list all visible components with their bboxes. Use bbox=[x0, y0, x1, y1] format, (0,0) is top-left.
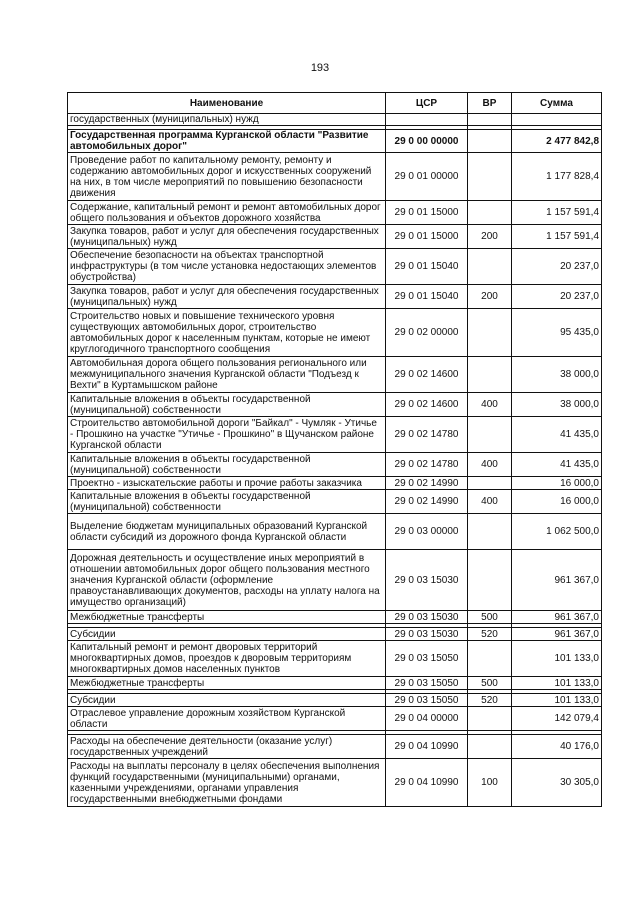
cell-vr: 520 bbox=[468, 694, 512, 707]
cell-vr: 500 bbox=[468, 611, 512, 624]
table-row bbox=[68, 130, 602, 153]
cell-name: Государственная программа Курганской области "Развитие автомобильных дорог" bbox=[68, 130, 386, 153]
table-row bbox=[68, 225, 602, 249]
header-name: Наименование bbox=[68, 93, 386, 114]
budget-table bbox=[67, 92, 602, 807]
cell-csr: 29 0 01 00000 bbox=[386, 153, 468, 201]
table-row bbox=[68, 114, 602, 126]
table-row bbox=[68, 417, 602, 453]
cell-csr: 29 0 03 15030 bbox=[386, 611, 468, 624]
cell-csr: 29 0 04 10990 bbox=[386, 759, 468, 807]
cell-vr bbox=[468, 309, 512, 357]
cell-sum: 961 367,0 bbox=[512, 611, 602, 624]
cell-name: Капитальные вложения в объекты государственной (муниципальной) собственности bbox=[68, 453, 386, 477]
cell-csr: 29 0 01 15040 bbox=[386, 249, 468, 285]
cell-csr: 29 0 03 15050 bbox=[386, 641, 468, 677]
table-header-row bbox=[68, 93, 602, 114]
table-row bbox=[68, 677, 602, 690]
cell-csr: 29 0 02 14780 bbox=[386, 417, 468, 453]
cell-name: Автомобильная дорога общего пользования регионального или межмуниципального значения Курганской области "Подъезд к Вехти" в Куртамышском районе bbox=[68, 357, 386, 393]
cell-name: Капитальный ремонт и ремонт дворовых территорий многоквартирных домов, проездов к дворовым территориям многоквартирных домов населенных пунктов bbox=[68, 641, 386, 677]
cell-sum: 1 177 828,4 bbox=[512, 153, 602, 201]
cell-vr: 500 bbox=[468, 677, 512, 690]
cell-sum: 961 367,0 bbox=[512, 628, 602, 641]
cell-vr: 520 bbox=[468, 628, 512, 641]
cell-vr: 200 bbox=[468, 225, 512, 249]
cell-sum: 41 435,0 bbox=[512, 453, 602, 477]
cell-csr: 29 0 03 15050 bbox=[386, 694, 468, 707]
cell-vr bbox=[468, 417, 512, 453]
table-body bbox=[68, 114, 602, 807]
cell-name: государственных (муниципальных) нужд bbox=[68, 114, 386, 126]
header-csr: ЦСР bbox=[386, 93, 468, 114]
cell-vr: 400 bbox=[468, 453, 512, 477]
cell-csr: 29 0 04 00000 bbox=[386, 707, 468, 731]
cell-sum: 101 133,0 bbox=[512, 677, 602, 690]
cell-vr: 200 bbox=[468, 285, 512, 309]
cell-name: Дорожная деятельность и осуществление иных мероприятий в отношении автомобильных дорог общего пользования местного значения Курганской области (оформление правоустанавливающих документов, расходы на уплату налога на имущество организаций) bbox=[68, 550, 386, 611]
cell-sum: 20 237,0 bbox=[512, 249, 602, 285]
cell-name: Содержание, капитальный ремонт и ремонт автомобильных дорог общего пользования и объектов дорожного хозяйства bbox=[68, 201, 386, 225]
table-row bbox=[68, 550, 602, 611]
cell-csr bbox=[386, 114, 468, 126]
cell-vr bbox=[468, 735, 512, 759]
table-row bbox=[68, 641, 602, 677]
cell-sum: 961 367,0 bbox=[512, 550, 602, 611]
cell-csr: 29 0 02 14600 bbox=[386, 357, 468, 393]
table-row bbox=[68, 201, 602, 225]
cell-csr: 29 0 03 15050 bbox=[386, 677, 468, 690]
cell-vr: 400 bbox=[468, 490, 512, 514]
cell-sum: 1 062 500,0 bbox=[512, 514, 602, 550]
table-row bbox=[68, 611, 602, 624]
cell-sum: 20 237,0 bbox=[512, 285, 602, 309]
cell-sum: 38 000,0 bbox=[512, 393, 602, 417]
cell-vr bbox=[468, 249, 512, 285]
cell-sum: 2 477 842,8 bbox=[512, 130, 602, 153]
cell-name: Межбюджетные трансферты bbox=[68, 611, 386, 624]
cell-csr: 29 0 02 14990 bbox=[386, 477, 468, 490]
cell-csr: 29 0 02 14600 bbox=[386, 393, 468, 417]
cell-sum: 30 305,0 bbox=[512, 759, 602, 807]
cell-csr: 29 0 01 15000 bbox=[386, 225, 468, 249]
cell-sum: 101 133,0 bbox=[512, 694, 602, 707]
cell-csr: 29 0 03 00000 bbox=[386, 514, 468, 550]
cell-sum: 101 133,0 bbox=[512, 641, 602, 677]
page-number: 193 bbox=[310, 62, 330, 74]
cell-name: Проведение работ по капитальному ремонту, ремонту и содержанию автомобильных дорог и искусственных сооружений на них, в том числе мероприятий по повышению безопасности движения bbox=[68, 153, 386, 201]
cell-vr: 100 bbox=[468, 759, 512, 807]
cell-vr bbox=[468, 641, 512, 677]
header-sum: Сумма bbox=[512, 93, 602, 114]
cell-vr bbox=[468, 357, 512, 393]
cell-vr bbox=[468, 514, 512, 550]
cell-csr: 29 0 02 14780 bbox=[386, 453, 468, 477]
table-row bbox=[68, 393, 602, 417]
cell-name: Строительство автомобильной дороги "Байкал" - Чумляк - Утичье - Прошкино на участке "Утичье - Прошкино" в Щучанском районе Курганской области bbox=[68, 417, 386, 453]
cell-csr: 29 0 02 14990 bbox=[386, 490, 468, 514]
cell-sum: 16 000,0 bbox=[512, 477, 602, 490]
cell-csr: 29 0 02 00000 bbox=[386, 309, 468, 357]
cell-name: Строительство новых и повышение технического уровня существующих автомобильных дорог, строительство автомобильных дорог к населенным пунктам, которые не имеют круглогодичного транспортного сообщения bbox=[68, 309, 386, 357]
cell-vr: 400 bbox=[468, 393, 512, 417]
cell-csr: 29 0 01 15040 bbox=[386, 285, 468, 309]
cell-csr: 29 0 01 15000 bbox=[386, 201, 468, 225]
table-row bbox=[68, 490, 602, 514]
cell-vr bbox=[468, 153, 512, 201]
cell-sum: 142 079,4 bbox=[512, 707, 602, 731]
table-row bbox=[68, 249, 602, 285]
table-row bbox=[68, 707, 602, 731]
table-row bbox=[68, 759, 602, 807]
cell-name: Межбюджетные трансферты bbox=[68, 677, 386, 690]
cell-sum: 41 435,0 bbox=[512, 417, 602, 453]
table-row bbox=[68, 357, 602, 393]
cell-sum: 1 157 591,4 bbox=[512, 201, 602, 225]
table-row bbox=[68, 477, 602, 490]
cell-name: Закупка товаров, работ и услуг для обеспечения государственных (муниципальных) нужд bbox=[68, 225, 386, 249]
cell-name: Выделение бюджетам муниципальных образований Курганской области субсидий из дорожного фонда Курганской области bbox=[68, 514, 386, 550]
cell-csr: 29 0 00 00000 bbox=[386, 130, 468, 153]
cell-name: Субсидии bbox=[68, 628, 386, 641]
cell-sum bbox=[512, 114, 602, 126]
cell-vr bbox=[468, 130, 512, 153]
cell-name: Отраслевое управление дорожным хозяйством Курганской области bbox=[68, 707, 386, 731]
table-row bbox=[68, 735, 602, 759]
cell-name: Капитальные вложения в объекты государственной (муниципальной) собственности bbox=[68, 490, 386, 514]
header-vr: ВР bbox=[468, 93, 512, 114]
table-row bbox=[68, 153, 602, 201]
cell-name: Расходы на обеспечение деятельности (оказание услуг) государственных учреждений bbox=[68, 735, 386, 759]
cell-name: Субсидии bbox=[68, 694, 386, 707]
table-row bbox=[68, 514, 602, 550]
cell-sum: 40 176,0 bbox=[512, 735, 602, 759]
table-row bbox=[68, 309, 602, 357]
cell-sum: 16 000,0 bbox=[512, 490, 602, 514]
cell-sum: 1 157 591,4 bbox=[512, 225, 602, 249]
cell-vr bbox=[468, 550, 512, 611]
cell-vr bbox=[468, 201, 512, 225]
cell-name: Обеспечение безопасности на объектах транспортной инфраструктуры (в том числе установка недостающих элементов обустройства) bbox=[68, 249, 386, 285]
cell-vr bbox=[468, 477, 512, 490]
cell-sum: 95 435,0 bbox=[512, 309, 602, 357]
cell-sum: 38 000,0 bbox=[512, 357, 602, 393]
cell-name: Капитальные вложения в объекты государственной (муниципальной) собственности bbox=[68, 393, 386, 417]
cell-vr bbox=[468, 707, 512, 731]
cell-csr: 29 0 03 15030 bbox=[386, 628, 468, 641]
table-row bbox=[68, 453, 602, 477]
cell-csr: 29 0 03 15030 bbox=[386, 550, 468, 611]
cell-csr: 29 0 04 10990 bbox=[386, 735, 468, 759]
cell-name: Расходы на выплаты персоналу в целях обеспечения выполнения функций государственными (муниципальными) органами, казенными учреждениями, органами управления государственными внебюджетными фондами bbox=[68, 759, 386, 807]
table-row bbox=[68, 628, 602, 641]
cell-name: Проектно - изыскательские работы и прочие работы заказчика bbox=[68, 477, 386, 490]
table-row bbox=[68, 694, 602, 707]
table-row bbox=[68, 285, 602, 309]
cell-name: Закупка товаров, работ и услуг для обеспечения государственных (муниципальных) нужд bbox=[68, 285, 386, 309]
cell-vr bbox=[468, 114, 512, 126]
